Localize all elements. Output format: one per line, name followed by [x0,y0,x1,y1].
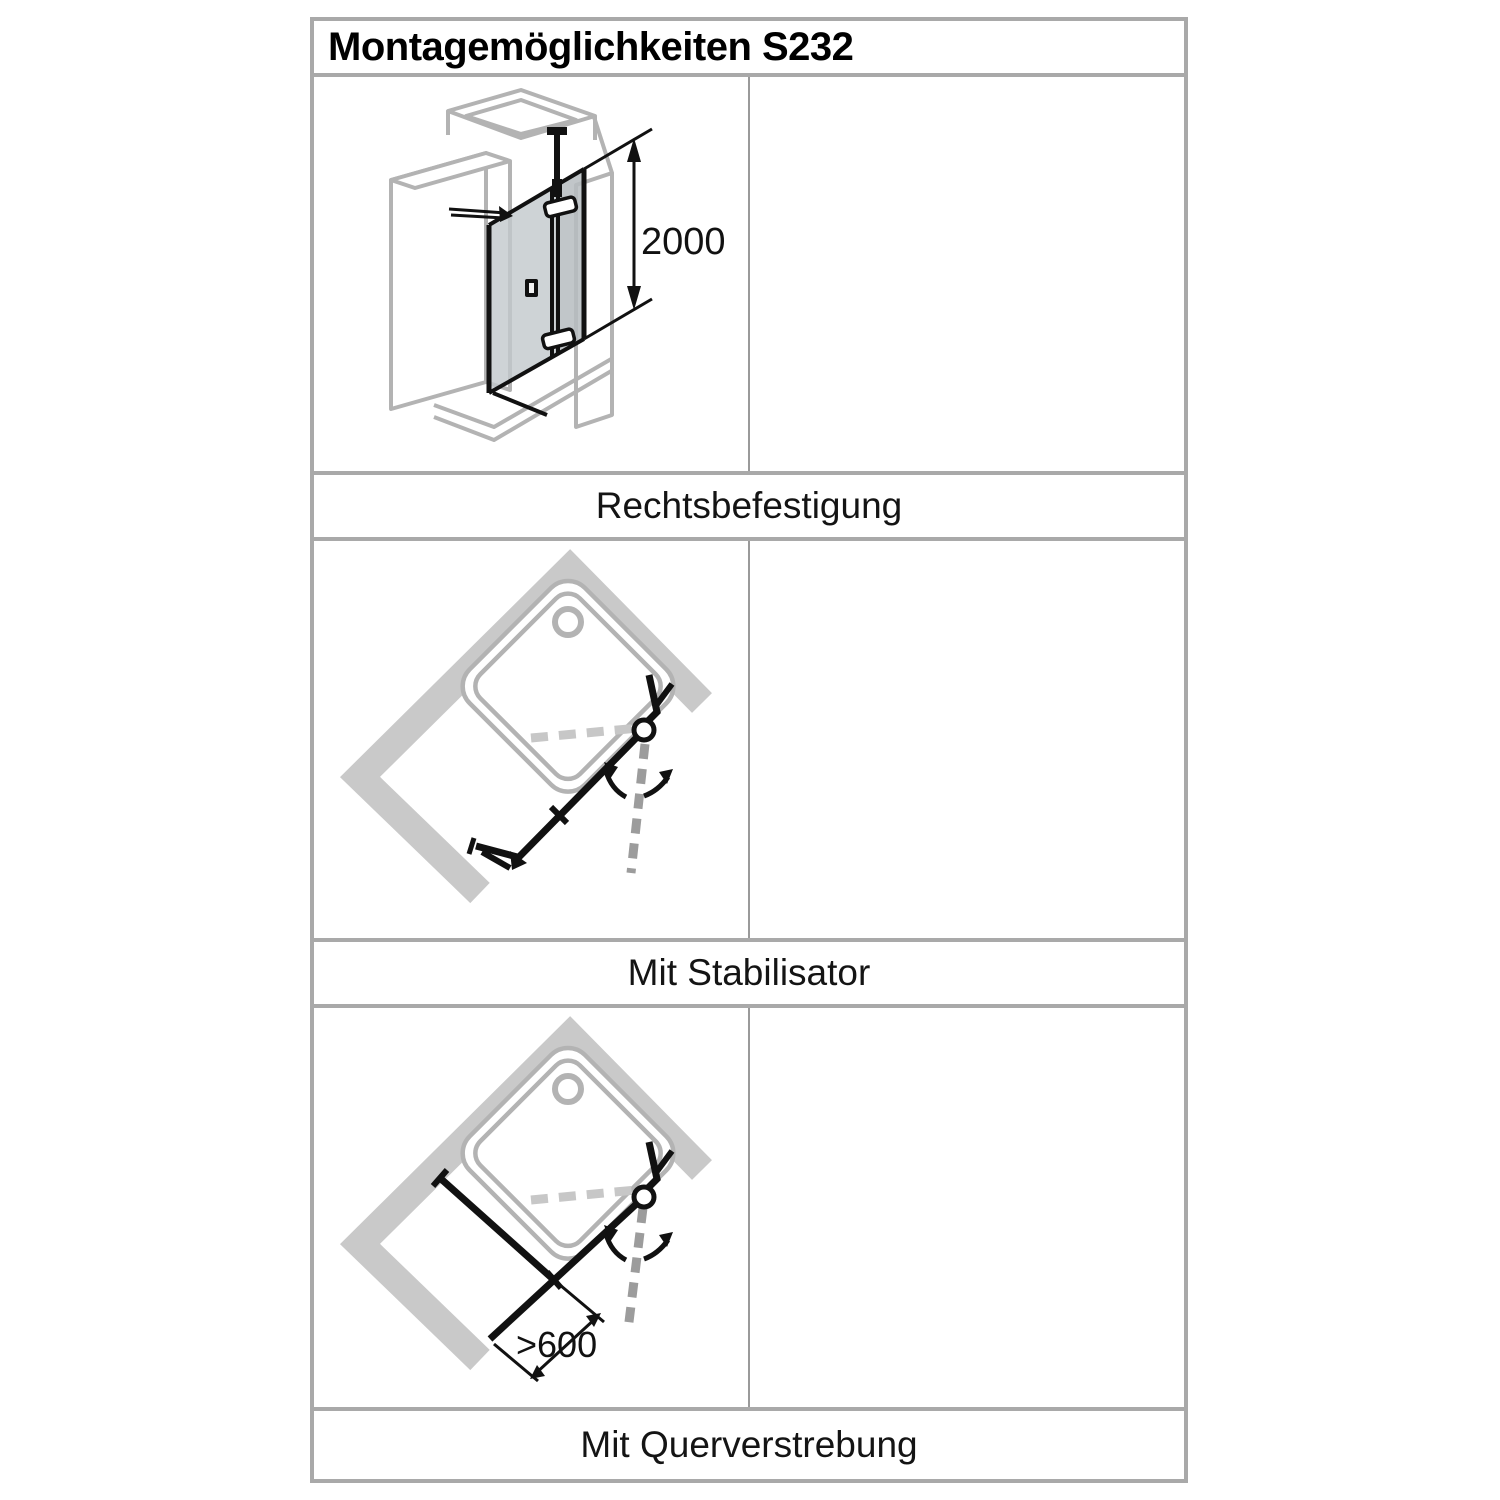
pivot-hinge [634,1187,654,1207]
plan-stabilizer-diagram [314,541,748,934]
lower-wall-bracket [469,838,527,870]
empty-cell-1 [750,77,1184,471]
isometric-niche-diagram [314,77,748,467]
door-open-position-dashed [628,1208,643,1330]
mounting-options-table [310,17,1188,1483]
swing-arrows [606,771,668,797]
door-knob [525,279,538,297]
dimension-label-2000: 2000 [641,221,726,263]
caption-mit-stabilisator: Mit Stabilisator [627,952,871,993]
diagram-row-3 [314,1008,1184,1411]
caption-row-3 [314,1411,1184,1479]
width-dimension [494,1285,604,1381]
title-row [314,21,1184,77]
caption-row-2 [314,942,1184,1008]
caption-mit-querverstrebung: Mit Querverstrebung [580,1424,918,1465]
empty-cell-3 [750,1008,1184,1407]
diagram-row-1 [314,77,1184,475]
caption-rechtsbefestigung: Rechtsbefestigung [595,485,903,526]
diagram-cell-2 [314,541,750,938]
empty-cell-2 [750,541,1184,938]
drain-icon [555,609,581,635]
plan-cross-brace-diagram [314,1008,748,1403]
page-title: Montagemöglichkeiten S232 [328,24,854,69]
diagram-cell-1 [314,77,750,471]
caption-row-1 [314,475,1184,541]
door-open-position-dashed [631,744,645,873]
pivot-hinge [634,720,654,740]
dimension-label-600: >600 [516,1324,598,1365]
diagram-cell-3 [314,1008,750,1407]
diagram-row-2 [314,541,1184,942]
drain-icon [555,1076,581,1102]
